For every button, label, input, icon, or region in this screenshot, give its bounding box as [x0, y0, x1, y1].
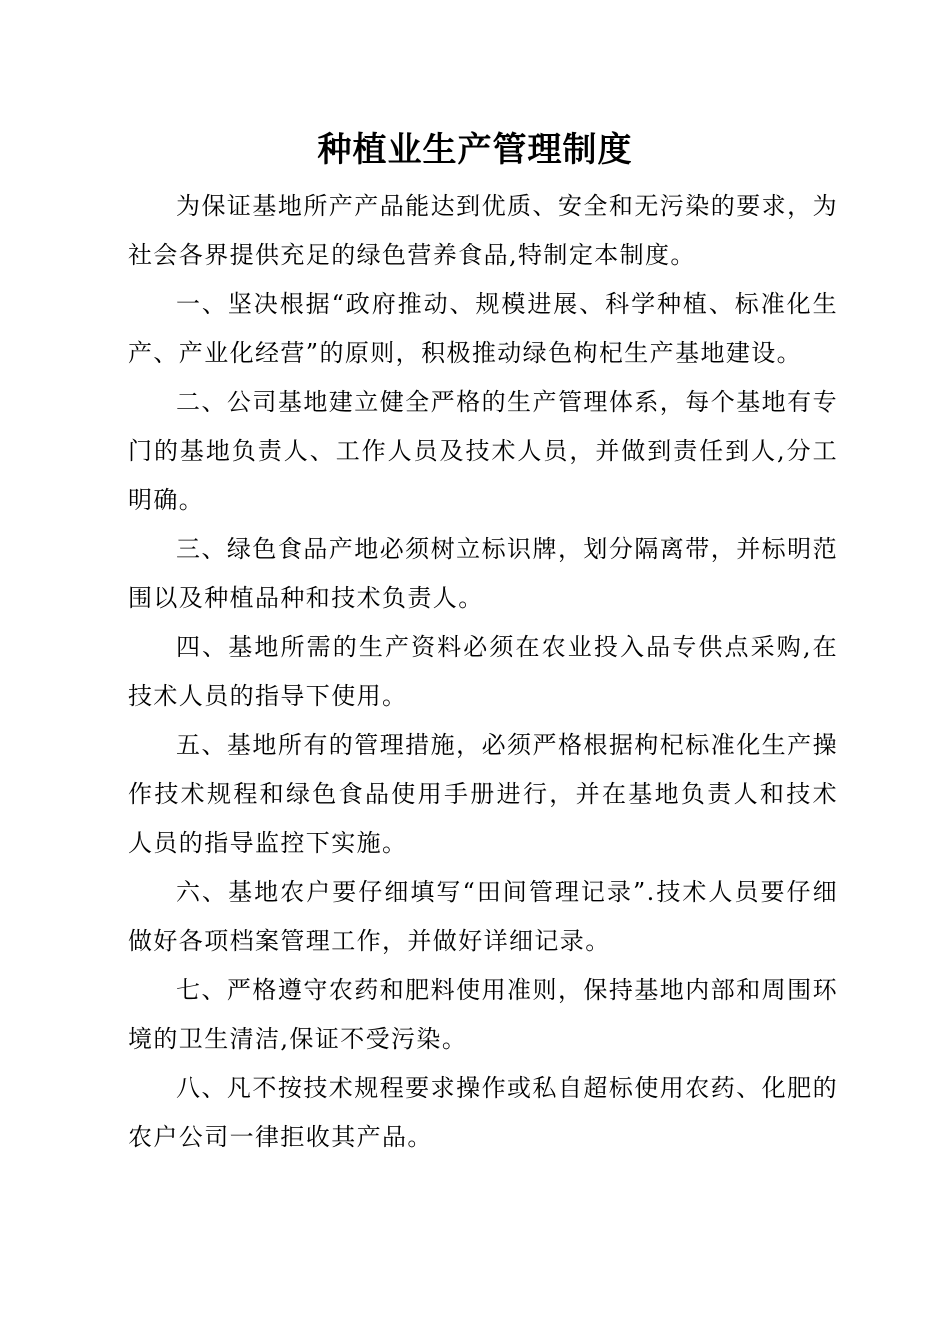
paragraph-item-3: 三、绿色食品产地必须树立标识牌，划分隔离带，并标明范围以及种植品种和技术负责人。: [128, 535, 838, 612]
document-title: 种植业生产管理制度: [317, 130, 633, 170]
paragraph-item-8: 八、凡不按技术规程要求操作或私自超标使用农药、化肥的农户公司一律拒收其产品。: [128, 1074, 838, 1151]
document-body: [128, 182, 838, 1162]
paragraph-item-4: 四、基地所需的生产资料必须在农业投入品专供点采购,在技术人员的指导下使用。: [128, 633, 838, 710]
paragraph-item-2: 二、公司基地建立健全严格的生产管理体系，每个基地有专门的基地负责人、工作人员及技术人员，并做到责任到人,分工明确。: [128, 388, 838, 514]
paragraph-item-7: 七、严格遵守农药和肥料使用准则，保持基地内部和周围环境的卫生清洁,保证不受污染。: [128, 976, 838, 1053]
paragraph-item-1: 一、坚决根据“政府推动、规模进展、科学种植、标准化生产、产业化经营”的原则，积极推动绿色枸杞生产基地建设。: [128, 290, 838, 367]
paragraph-intro: 为保证基地所产产品能达到优质、安全和无污染的要求，为社会各界提供充足的绿色营养食品,特制定本制度。: [128, 192, 838, 269]
paragraph-item-5: 五、基地所有的管理措施，必须严格根据枸杞标准化生产操作技术规程和绿色食品使用手册进行，并在基地负责人和技术人员的指导监控下实施。: [128, 731, 838, 857]
paragraph-item-6: 六、基地农户要仔细填写“田间管理记录”.技术人员要仔细做好各项档案管理工作，并做好详细记录。: [128, 878, 838, 955]
